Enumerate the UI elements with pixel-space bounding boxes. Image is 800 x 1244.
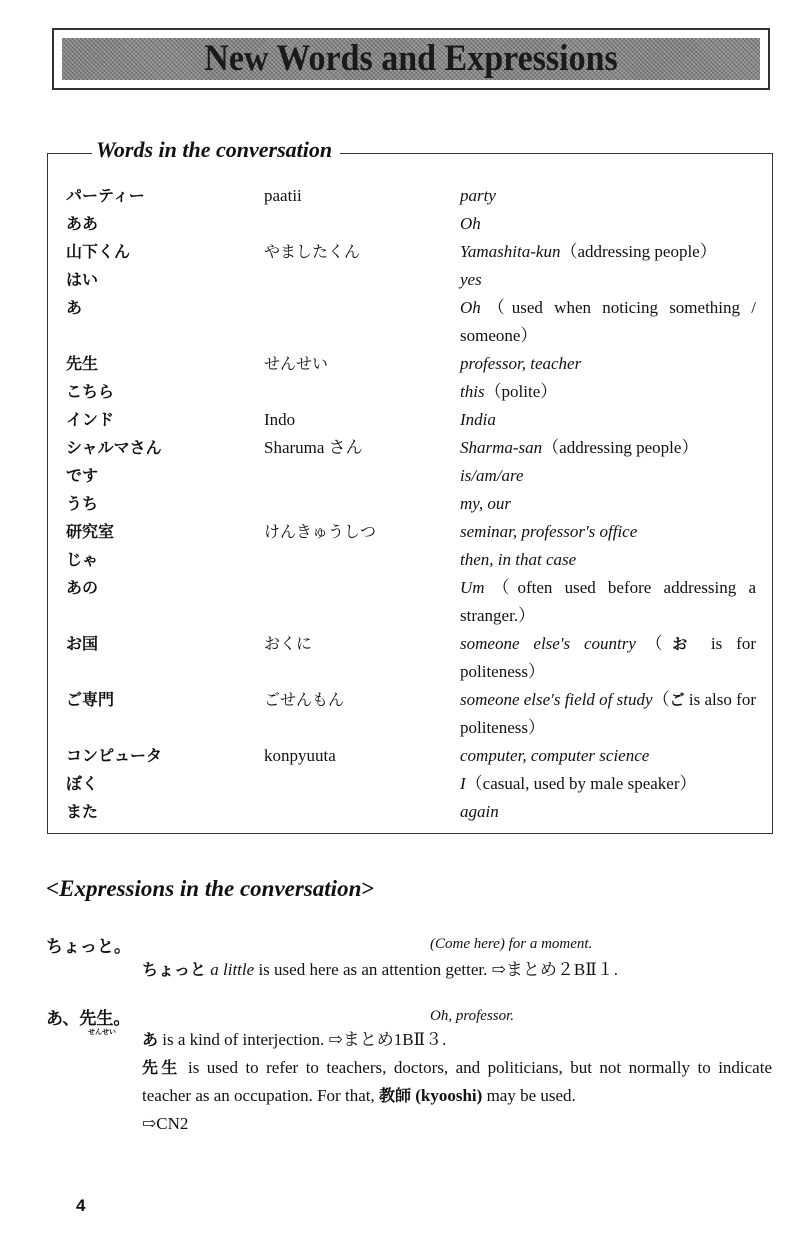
vocab-reading: せんせい bbox=[264, 354, 329, 373]
vocab-word: あ bbox=[66, 298, 83, 317]
meaning-paren: （ bbox=[635, 634, 673, 653]
vocab-meaning bbox=[460, 294, 756, 350]
vocab-row bbox=[66, 742, 766, 770]
vocab-row bbox=[66, 462, 766, 490]
meaning-italic: I bbox=[460, 774, 466, 793]
note-rest: is a kind of interjection. ⇨まとめ1BⅡ３. bbox=[158, 1030, 447, 1049]
vocab-row bbox=[66, 434, 766, 462]
vocab-reading bbox=[264, 378, 460, 406]
vocab-meaning bbox=[460, 266, 756, 294]
meaning-italic: Yamashita-kun bbox=[460, 242, 561, 261]
vocab-reading: おくに bbox=[264, 634, 313, 653]
meaning-italic: Sharma-san bbox=[460, 438, 543, 457]
meaning-italic: Oh bbox=[460, 298, 481, 317]
vocab-reading bbox=[264, 770, 460, 798]
phrase-a: あ、 bbox=[46, 1009, 80, 1029]
vocab-list bbox=[66, 182, 766, 826]
vocab-meaning bbox=[460, 630, 756, 686]
note-rest: is used here as an attention getter. ⇨まとめ２BⅡ１. bbox=[254, 960, 619, 979]
vocab-meaning bbox=[460, 490, 756, 518]
vocab-reading bbox=[264, 266, 460, 294]
vocab-meaning bbox=[460, 378, 756, 406]
vocab-row bbox=[66, 518, 766, 546]
meaning-italic: again bbox=[460, 802, 499, 821]
meaning-italic: someone else's field of study bbox=[460, 690, 653, 709]
vocab-word: はい bbox=[66, 270, 99, 289]
vocab-word: ああ bbox=[66, 214, 99, 233]
vocab-word: ぼく bbox=[66, 774, 99, 793]
expression-translation: (Come here) for a moment. bbox=[430, 936, 593, 952]
vocab-row bbox=[66, 350, 766, 378]
vocab-meaning bbox=[460, 210, 756, 238]
vocab-word: パーティー bbox=[66, 186, 145, 205]
phrase-c: 。 bbox=[113, 1009, 131, 1029]
vocab-reading bbox=[264, 546, 460, 574]
vocab-reading: やましたくん bbox=[264, 242, 361, 261]
vocab-reading bbox=[264, 462, 460, 490]
vocab-row bbox=[66, 770, 766, 798]
vocab-meaning bbox=[460, 238, 756, 266]
meaning-jp: お bbox=[672, 635, 697, 653]
expression-note bbox=[142, 1026, 772, 1138]
section-header-banner bbox=[62, 38, 760, 80]
vocab-row bbox=[66, 294, 766, 350]
vocab-meaning bbox=[460, 770, 756, 798]
meaning-italic: Oh bbox=[460, 214, 481, 233]
note-bold: (kyooshi) bbox=[410, 1086, 483, 1105]
meaning-rest: （polite） bbox=[484, 382, 558, 401]
meaning-rest: （casual, used by male speaker） bbox=[465, 774, 697, 793]
meaning-italic: party bbox=[460, 186, 496, 205]
note-jp: 先生 bbox=[142, 1058, 181, 1077]
vocab-meaning bbox=[460, 546, 756, 574]
meaning-jp: ご bbox=[669, 691, 685, 709]
meaning-italic: yes bbox=[460, 270, 482, 289]
vocab-reading bbox=[264, 490, 460, 518]
vocab-reading: ごせんもん bbox=[264, 690, 345, 709]
vocab-row bbox=[66, 238, 766, 266]
vocab-reading: paatii bbox=[264, 186, 302, 205]
vocab-row bbox=[66, 378, 766, 406]
expression-item bbox=[46, 932, 772, 992]
meaning-italic: my, our bbox=[460, 494, 511, 513]
vocab-row bbox=[66, 798, 766, 826]
vocab-meaning bbox=[460, 686, 756, 742]
meaning-italic: someone else's country bbox=[460, 634, 636, 653]
vocab-meaning bbox=[460, 518, 756, 546]
vocab-meaning bbox=[460, 350, 756, 378]
vocab-word: また bbox=[66, 802, 99, 821]
vocab-row bbox=[66, 182, 766, 210]
note-line bbox=[142, 1026, 772, 1054]
vocab-meaning bbox=[460, 406, 756, 434]
words-section-title: Words in the conversation bbox=[92, 137, 340, 163]
vocab-meaning bbox=[460, 574, 756, 630]
meaning-italic: professor, teacher bbox=[460, 354, 582, 373]
vocab-reading: けんきゅうしつ bbox=[264, 522, 377, 541]
vocab-word: 山下くん bbox=[66, 242, 131, 261]
vocab-row bbox=[66, 406, 766, 434]
meaning-italic: India bbox=[460, 410, 496, 429]
expression-phrase bbox=[46, 1004, 130, 1029]
vocab-row bbox=[66, 686, 766, 742]
vocab-word: お国 bbox=[66, 634, 99, 653]
vocab-word: あの bbox=[66, 578, 99, 597]
meaning-italic: is/am/are bbox=[460, 466, 524, 485]
meaning-rest: （often used before addressing a stranger.） bbox=[460, 578, 756, 625]
vocab-row bbox=[66, 630, 766, 686]
page-number: 4 bbox=[76, 1196, 86, 1215]
expression-translation: Oh, professor. bbox=[430, 1008, 515, 1024]
expression-note bbox=[142, 956, 772, 984]
vocab-word: ご専門 bbox=[66, 690, 115, 709]
meaning-rest: （used when noticing something / someone） bbox=[460, 298, 756, 345]
meaning-italic: then, in that case bbox=[460, 550, 577, 569]
vocab-word: こちら bbox=[66, 382, 115, 401]
vocab-row bbox=[66, 266, 766, 294]
note-jp-kyooshi: 教師 bbox=[378, 1086, 411, 1105]
vocab-word: うち bbox=[66, 494, 99, 513]
vocab-word: コンピュータ bbox=[66, 746, 163, 765]
note-rest: is used to refer to teachers, doctors, and politicians, but not normally to indicate teacher as an occupation. For that, bbox=[142, 1058, 772, 1105]
section-header-title: New Words and Expressions bbox=[204, 38, 618, 79]
vocab-row bbox=[66, 210, 766, 238]
meaning-italic: computer, computer science bbox=[460, 746, 650, 765]
expressions-section-title bbox=[46, 876, 374, 902]
vocab-reading: Indo bbox=[264, 410, 296, 429]
vocab-meaning bbox=[460, 182, 756, 210]
vocab-word: です bbox=[66, 466, 99, 485]
meaning-rest: （addressing people） bbox=[542, 438, 699, 457]
vocab-meaning bbox=[460, 798, 756, 826]
vocab-reading bbox=[264, 798, 460, 826]
meaning-italic: Um bbox=[460, 578, 485, 597]
expression-item bbox=[46, 1004, 772, 1154]
note-paragraph bbox=[142, 1054, 772, 1110]
meaning-rest: （addressing people） bbox=[560, 242, 717, 261]
vocab-meaning bbox=[460, 434, 756, 462]
note-italic: a little bbox=[210, 960, 255, 979]
vocab-reading: konpyuuta bbox=[264, 746, 336, 765]
note-end: may be used. bbox=[482, 1086, 576, 1105]
vocab-meaning bbox=[460, 462, 756, 490]
vocab-word: じゃ bbox=[66, 550, 99, 569]
meaning-paren: （ bbox=[652, 690, 670, 709]
vocab-word: シャルマさん bbox=[66, 438, 162, 457]
vocab-reading bbox=[264, 574, 460, 630]
phrase-b: 先生 bbox=[79, 1009, 114, 1029]
furigana: せんせい bbox=[88, 1028, 116, 1036]
section-header-box bbox=[52, 28, 770, 90]
vocab-reading: Sharuma さん bbox=[264, 438, 363, 457]
vocab-word: 先生 bbox=[66, 354, 99, 373]
vocab-reading bbox=[264, 294, 460, 350]
vocab-reading bbox=[264, 210, 460, 238]
note-reference: ⇨CN2 bbox=[142, 1114, 189, 1133]
meaning-rest: is for politeness） bbox=[460, 634, 756, 681]
title-open-bracket: < bbox=[46, 876, 60, 901]
meaning-italic: this bbox=[460, 382, 485, 401]
vocab-row bbox=[66, 490, 766, 518]
meaning-italic: seminar, professor's office bbox=[460, 522, 638, 541]
vocab-word: 研究室 bbox=[66, 522, 115, 541]
meaning-rest: is also for politeness） bbox=[460, 690, 756, 737]
title-text: Expressions in the conversation bbox=[59, 876, 362, 901]
vocab-word: インド bbox=[66, 410, 115, 429]
note-jp: あ bbox=[142, 1030, 159, 1049]
expression-phrase: ちょっと。 bbox=[46, 937, 131, 957]
note-jp: ちょっと bbox=[142, 960, 207, 979]
vocab-meaning bbox=[460, 742, 756, 770]
vocab-row bbox=[66, 546, 766, 574]
vocab-row bbox=[66, 574, 766, 630]
title-close-bracket: > bbox=[361, 876, 375, 901]
